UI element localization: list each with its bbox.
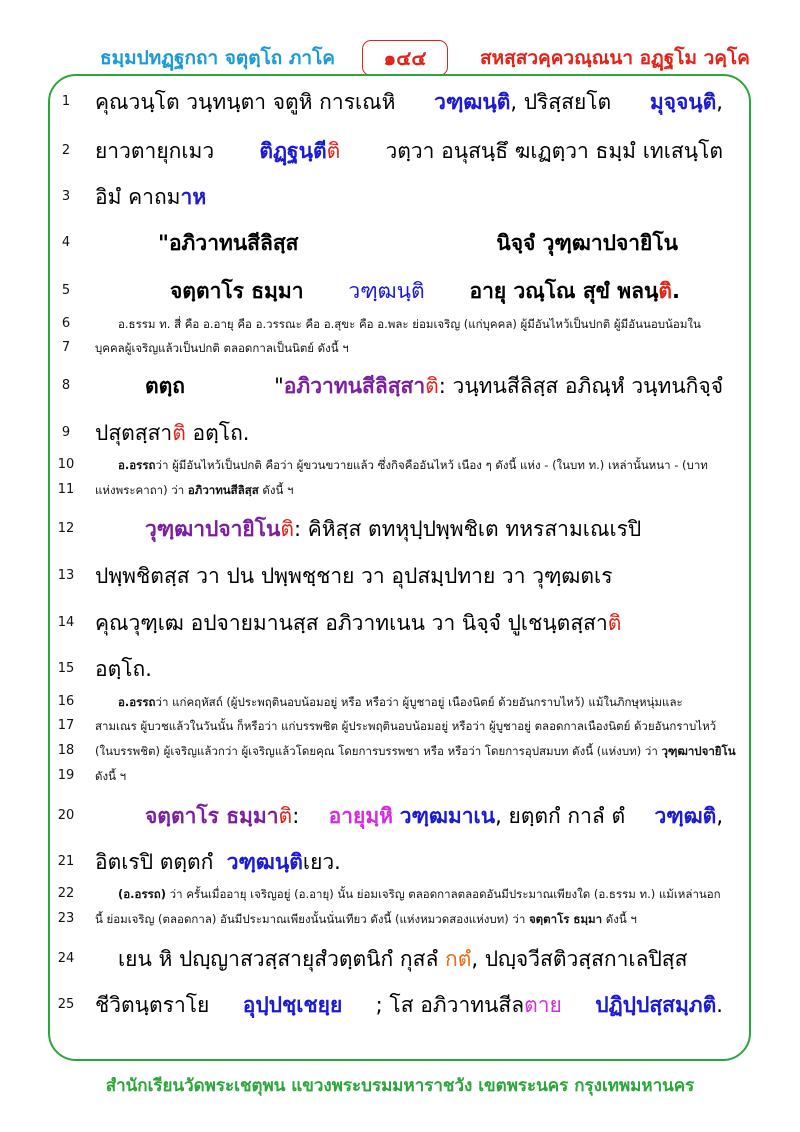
term-highlight: จตฺตาโร ธมฺมา: [145, 804, 279, 828]
text-span: [650, 86, 723, 119]
text-span: วุฑฺฒาปจายิโน: [661, 744, 736, 758]
term-highlight: วฑฺฒนฺติ: [348, 279, 425, 303]
line-number: 3: [61, 189, 71, 204]
text-span: : คิหิสฺส ตทหุปฺปพฺพชิเต ทหรสามเณเรปิ: [294, 517, 642, 541]
line-number: 19: [57, 768, 75, 783]
translation-line-19: ดังนี้ ฯ: [95, 769, 127, 783]
term-highlight: มุจฺจนฺติ: [649, 90, 717, 114]
text-span: เยว.: [302, 850, 341, 874]
iti-marker: ติ: [425, 374, 439, 398]
line-number: 1: [61, 94, 71, 109]
text-span: ดังนี้ ฯ: [602, 912, 637, 926]
text-span: จตฺตาโร ธมฺมา: [170, 279, 304, 303]
text-span: [274, 370, 723, 403]
text-span: ว่า แก่คฤหัสถ์ (ผู้ประพฤตินอบน้อมอยู่ หรือ หรือว่า ผู้บูชาอยู่ เนืองนิตย์ ด้วยอันกราบไหว้) แม้ในภิกษุหนุ่มและ: [155, 695, 683, 709]
line-number: 16: [57, 694, 75, 709]
line-number: 4: [61, 235, 71, 250]
line-number: 20: [57, 808, 75, 823]
text-span: [595, 989, 723, 1022]
text-span: จตฺตาโร ธมฺมา: [528, 912, 603, 926]
line-number: 12: [57, 521, 75, 536]
text-span: อ.อรรถ: [118, 695, 156, 709]
verse-line-2: [170, 275, 680, 308]
text-span: .: [716, 993, 723, 1017]
page-number-badge: ๑๔๔: [362, 40, 448, 76]
iti-marker: ติ: [326, 139, 341, 163]
line-number: 13: [57, 568, 75, 583]
page-footer: สำนักเรียนวัดพระเชตุพน แขวงพระบรมมหาราชวัง เขตพระนคร กรุงเทพมหานคร: [105, 1076, 695, 1096]
text-span: คุณวุฑฺเฒ อปจายมานสฺส อภิวาทเนน วา นิจฺจํ ปูเชนฺตสฺสา: [95, 611, 608, 635]
text-span: [145, 513, 641, 546]
term-highlight: อายุมฺหิ: [328, 804, 394, 828]
text-span: ,: [716, 90, 723, 114]
text-line-24: [118, 943, 723, 976]
text-span: อ.อรรถ: [118, 458, 156, 472]
header-right-title: สหสฺสวคฺควณฺณนา อฏฺฐโม วคฺโค: [480, 47, 750, 69]
iti-marker: ติ: [172, 421, 186, 445]
text-span: อิมํ คาถม: [95, 185, 181, 209]
line-number: 25: [57, 997, 75, 1012]
text-span: อภิวาทนสีลิสฺส: [187, 483, 259, 497]
text-span: ชีวิตนฺตราโย: [95, 993, 210, 1017]
term-highlight: กตํ: [445, 947, 472, 971]
text-span: .: [672, 279, 680, 303]
text-line-2: [95, 135, 723, 168]
text-line-8: [145, 370, 723, 403]
text-span: ,: [716, 804, 723, 828]
term-highlight: ปฏิปฺปสฺสมฺภติ: [595, 993, 717, 1017]
translation-line-6: อ.ธรรม ท. สี่ คือ อ.อายุ คือ อ.วรรณะ คือ อ.สุขะ คือ อ.พละ ย่อมเจริญ (แก่บุคคล) ผู้มีอันไหว้เป็นปกติ ผู้มีอันนอบน้อมใน: [118, 317, 701, 331]
text-span: อตฺโถ.: [185, 421, 250, 445]
text-span: นี้ ย่อมเจริญ (ตลอดกาล) อันมีประมาณเพียงนั้นนั่นเทียว ดังนี้ (แห่งหมวดสองแห่งบท) ว่า: [95, 912, 529, 926]
text-line-15: อตฺโถ.: [95, 657, 152, 681]
iti-marker: ติ: [658, 279, 673, 303]
text-line-12: [145, 513, 723, 546]
line-number: 14: [57, 615, 75, 630]
text-span: เยน หิ ปญฺญาสวสฺสายุสํวตฺตนิกํ กุสลํ: [118, 947, 439, 971]
text-span: วตฺวา อนุสนฺธึ ฆเฏตฺวา ธมฺมํ เทเสนฺโต: [385, 139, 723, 163]
translation-line-7: บุคคลผู้เจริญแล้วเป็นปกติ ตลอดกาลเป็นนิตย์ ดังนี้ ฯ: [95, 341, 349, 355]
term-highlight: าห: [180, 185, 207, 209]
text-line-3: [95, 181, 723, 214]
term-highlight: ตาย: [524, 993, 562, 1017]
term-highlight: อุปฺปชฺเชยฺย: [242, 993, 343, 1017]
text-span: [654, 800, 723, 833]
text-line-14: [95, 607, 723, 640]
translation-line-11: [95, 482, 723, 500]
text-span: [434, 86, 611, 119]
text-span: ว่า ครั้นเมื่ออายุ เจริญอยู่ (อ.อายุ) นั้น ย่อมเจริญ ตลอดกาลตลอดอันมีประมาณเพียงใด (อ.ธรรม ท.) แม้เหล่านอก: [166, 887, 721, 901]
iti-marker: ติ: [278, 804, 293, 828]
text-span: [259, 135, 340, 168]
term-highlight: วฑฺฒติ: [654, 804, 717, 828]
line-number: 21: [57, 854, 75, 869]
translation-line-23: [95, 911, 723, 929]
text-span: [376, 989, 562, 1022]
translation-line-18: [95, 743, 736, 761]
text-span: , ปริสฺสยโต: [510, 90, 612, 114]
term-highlight: วฑฺฒนฺติ: [434, 90, 511, 114]
line-number: 10: [57, 457, 75, 472]
text-span: อิตเรปิ ตตฺตกํ: [95, 850, 214, 874]
verse-half: นิจฺจํ วุฑฺฒาปจายิโน: [496, 231, 678, 255]
term-highlight: วฑฺฒมาเน: [399, 804, 496, 828]
translation-line-22: [118, 886, 723, 904]
text-span: ดังนี้ ฯ: [258, 483, 294, 497]
text-span: :: [292, 804, 300, 828]
text-line-13: ปพฺพชิตสฺส วา ปน ปพฺพชฺชาย วา อุปสมฺปทาย วา วุฑฺฒตเร: [95, 564, 613, 588]
translation-line-16: [118, 694, 723, 712]
line-number: 23: [57, 911, 75, 926]
translation-line-10: [118, 457, 723, 475]
line-number: 22: [57, 886, 75, 901]
line-number: 18: [57, 743, 75, 758]
line-number: 11: [57, 482, 75, 497]
text-span: ยาวตายุกเมว: [95, 139, 215, 163]
text-span: ปสุตสฺสา: [95, 421, 173, 445]
text-span: , ยตฺตกํ กาลํ ตํ: [495, 804, 626, 828]
text-span: ว่า ผู้มีอันไหว้เป็นปกติ คือว่า ผู้ขวนขวายแล้ว ซึ่งกิจคืออันไหว้ เนือง ๆ ดังนี้ แห่ง - (ในบท ท.) เหล่านั้นหนา - (บาท: [155, 458, 708, 472]
line-number: 9: [61, 425, 71, 440]
verse-line-1: [158, 227, 678, 260]
text-span: : วนฺทนสีลิสฺส อภิณฺหํ วนฺทนกิจฺจํ: [438, 374, 723, 398]
text-span: (อ.อรรถ): [118, 887, 167, 901]
term-highlight: อภิวาทนสีลิสฺสา: [283, 374, 426, 398]
term-highlight: ติฏฺฐนฺตี: [259, 139, 327, 163]
text-span: , ปญฺจวีสติวสฺสกาเลปิสฺส: [471, 947, 688, 971]
text-span: [469, 275, 680, 308]
text-span: ; โส อภิวาทนสีล: [375, 993, 525, 1017]
iti-marker: ติ: [280, 517, 294, 541]
term-highlight: วฑฺฒนฺติ: [226, 850, 303, 874]
text-line-25: [95, 989, 723, 1022]
text-span: (ในบรรพชิต) ผู้เจริญแล้วกว่า ผู้เจริญแล้วโดยคุณ โดยการบรรพชา หรือ หรือว่า โดยการอุปสมบท ดังนี้ (แห่งบท) ว่า: [95, 744, 662, 758]
line-number: 6: [61, 316, 71, 331]
line-number: 17: [57, 718, 75, 733]
text-span: คุณวนฺโต วนฺทนฺตา จตูหิ การเณหิ: [95, 90, 396, 114]
text-span: [145, 800, 299, 833]
text-line-20: [145, 800, 723, 833]
header-left-title: ธมฺมปทฏฺฐกถา จตุตฺโถ ภาโค: [100, 47, 336, 69]
line-number: 15: [57, 661, 75, 676]
line-number: 8: [61, 378, 71, 393]
line-number: 24: [57, 951, 75, 966]
line-number: 2: [61, 143, 71, 158]
text-span: อายุ วณฺโณ สุขํ พลนฺ: [469, 279, 659, 303]
text-line-9: [95, 417, 723, 450]
text-span: ตตฺถ: [145, 374, 185, 398]
text-span: [329, 800, 625, 833]
line-number: 5: [61, 283, 71, 298]
verse-half: "อภิวาทนสีลิสฺส: [158, 231, 299, 255]
term-highlight: วุฑฺฒาปจายิโน: [145, 517, 281, 541]
text-span: แห่งพระคาถา) ว่า: [95, 483, 188, 497]
text-line-1: [95, 86, 723, 119]
iti-marker: ติ: [607, 611, 622, 635]
text-line-21: [95, 846, 723, 879]
quote-mark: ": [274, 374, 284, 398]
line-number: 7: [61, 340, 71, 355]
translation-line-17: สามเณร ผู้บวชแล้วในวันนั้น ก็หรือว่า แก่บรรพชิต ผู้ประพฤตินอบน้อมอยู่ หรือว่า ผู้บูชาอยู่ ตลอดกาลเนืองนิตย์ ด้วยอันกราบไหว้: [95, 719, 717, 733]
